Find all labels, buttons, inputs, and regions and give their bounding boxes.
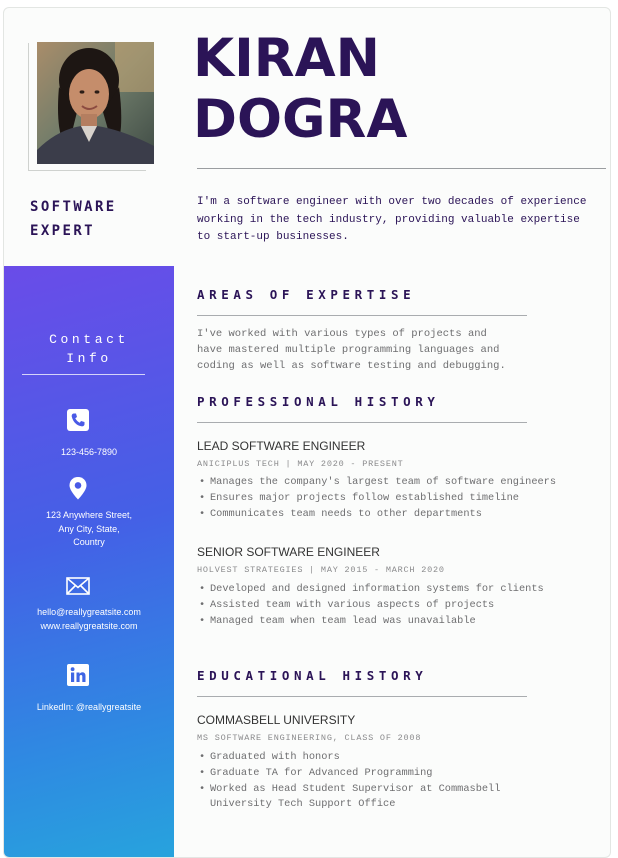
expertise-text: I've worked with various types of projects and have mastered multiple programming languages and coding as well as software testing and debugging. <box>197 328 506 372</box>
job-title: SENIOR SOFTWARE ENGINEER <box>197 545 380 559</box>
education-divider <box>197 696 527 697</box>
job-bullets <box>197 582 597 629</box>
list-item: • Graduate TA for Advanced Programming <box>197 766 517 782</box>
education-bullets <box>197 750 517 813</box>
website-email: hello@reallygreatsite.com www.reallygreatsite.com <box>37 607 141 631</box>
expertise-divider <box>197 315 527 316</box>
address: 123 Anywhere Street, Any City, State, Country <box>45 510 133 547</box>
phone-icon <box>66 408 90 432</box>
job-meta: ANICIPLUS TECH | MAY 2020 - PRESENT <box>197 459 404 469</box>
contact-sidebar <box>4 266 174 857</box>
first-name: KIRAN <box>193 28 380 89</box>
education-heading: EDUCATIONAL HISTORY <box>197 668 428 683</box>
job-title: LEAD SOFTWARE ENGINEER <box>197 439 366 453</box>
job-meta: HOLVEST STRATEGIES | MAY 2015 - MARCH 2020 <box>197 565 445 575</box>
list-item: • Assisted team with various aspects of projects <box>197 598 597 614</box>
envelope-icon <box>66 574 90 598</box>
list-item: • Worked as Head Student Supervisor at Commasbell University Tech Support Office <box>197 782 517 814</box>
list-item: • Graduated with honors <box>197 750 517 766</box>
location-pin-icon <box>66 476 90 500</box>
resume-page <box>3 7 611 858</box>
professional-heading: PROFESSIONAL HISTORY <box>197 394 440 409</box>
professional-divider <box>197 422 527 423</box>
list-item: • Managed team when team lead was unavailable <box>197 614 597 630</box>
list-item: • Developed and designed information systems for clients <box>197 582 597 598</box>
list-item: • Ensures major projects follow established timeline <box>197 491 597 507</box>
name-divider <box>197 168 606 169</box>
job-bullets <box>197 475 597 522</box>
expertise-heading: AREAS OF EXPERTISE <box>197 287 416 302</box>
linkedin-icon <box>66 663 90 687</box>
last-name: DOGRA <box>193 89 408 150</box>
school-name: COMMASBELL UNIVERSITY <box>197 713 356 727</box>
contact-divider <box>22 374 145 375</box>
phone-number: 123-456-7890 <box>60 447 118 457</box>
profile-photo <box>37 42 154 164</box>
contact-title: Contact Info <box>49 332 129 366</box>
candidate-name <box>193 28 407 150</box>
job-role: SOFTWARE EXPERT <box>30 199 117 239</box>
degree-meta: MS SOFTWARE ENGINEERING, CLASS OF 2008 <box>197 733 422 743</box>
profile-summary: I'm a software engineer with over two decades of experience working in the tech industry, providing valuable expertise to start-up businesses. <box>197 196 587 243</box>
list-item: • Communicates team needs to other departments <box>197 507 597 523</box>
list-item: • Manages the company's largest team of software engineers <box>197 475 597 491</box>
linkedin-handle: LinkedIn: @reallygreatsite <box>36 702 142 712</box>
